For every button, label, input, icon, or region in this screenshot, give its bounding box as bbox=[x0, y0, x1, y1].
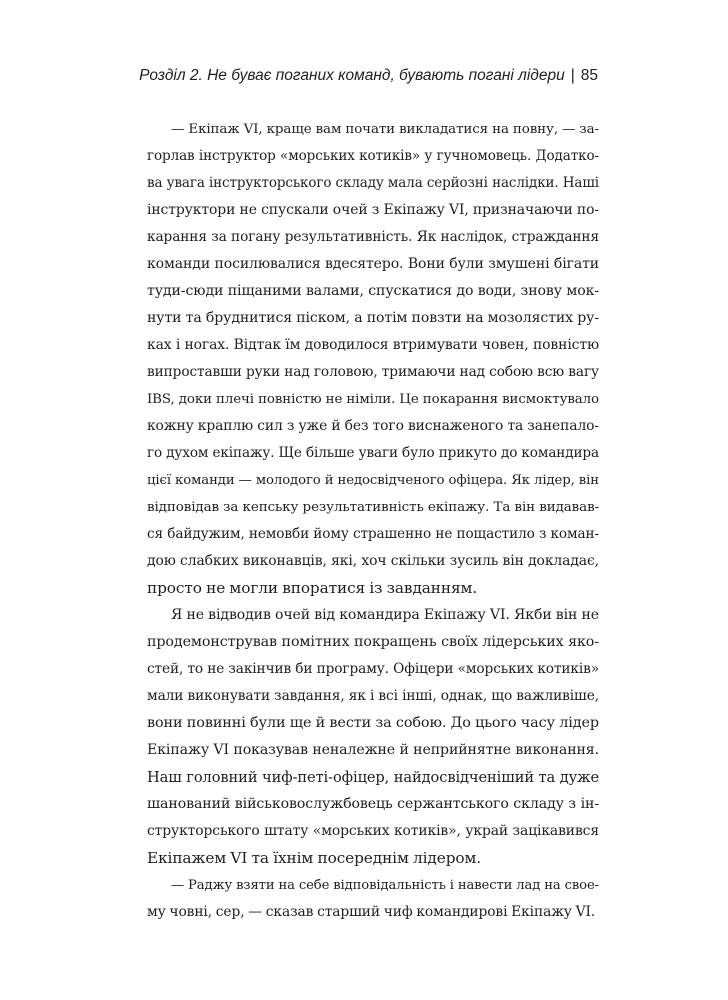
text-line: го духом екіпажу. Ще більше уваги було прикуто до командира bbox=[147, 445, 599, 461]
page-number: 85 bbox=[580, 67, 598, 84]
text-line: шанований військовослужбовець сержантського складу з ін- bbox=[147, 796, 599, 812]
text-line: Наш головний чиф-петі-офіцер, найдосвідченіший та дуже bbox=[147, 769, 599, 786]
text-line: цієї команди — молодого й недосвідченого офіцера. Як лідер, він bbox=[147, 473, 599, 488]
text-line: IBS, доки плечі повністю не німіли. Це покарання висмоктувало bbox=[147, 392, 599, 407]
text-line: ся байдужим, немовби йому страшенно не пощастило з коман- bbox=[147, 526, 599, 542]
paragraph bbox=[147, 872, 599, 926]
text-line: Екіпажем VI та їхнім посереднім лідером. bbox=[147, 849, 482, 867]
body-text bbox=[147, 116, 599, 926]
text-line: — Екіпаж VI, краще вам почати викладатися на повну, — за- bbox=[171, 122, 599, 137]
paragraph bbox=[147, 602, 599, 872]
text-line: структорського штату «морських котиків», украй зацікавився bbox=[147, 823, 599, 839]
text-line: карання за погану результативність. Як наслідок, страждання bbox=[147, 229, 599, 245]
text-line: ках і ногах. Відтак їм доводилося втримувати човен, повністю bbox=[147, 337, 599, 353]
text-line: дою слабких виконавців, які, хоч скільки зусиль він докладає, bbox=[147, 553, 599, 569]
text-line: команди посилювалися вдесятеро. Вони були змушені бігати bbox=[147, 256, 599, 272]
chapter-title: Розділ 2. Не буває поганих команд, бувають погані лідери bbox=[139, 67, 565, 84]
text-line: відповідав за кепську результативність екіпажу. Та він видавав- bbox=[147, 500, 599, 515]
text-line: ва увага інструкторського складу мала серйозні наслідки. Наші bbox=[147, 175, 599, 191]
text-line: мали виконувати завдання, як і всі інші, однак, що важливіше, bbox=[147, 688, 599, 704]
text-line: випроставши руки над головою, тримаючи над собою всю вагу bbox=[147, 364, 599, 380]
header-separator: | bbox=[570, 67, 575, 84]
text-line: горлав інструктор «морських котиків» у гучномовець. Додатко- bbox=[147, 148, 599, 164]
text-line: стей, то не закінчив би програму. Офіцери «морських котиків» bbox=[147, 661, 599, 677]
text-line: інструктори не спускали очей з Екіпажу VI, призначаючи по- bbox=[147, 202, 599, 218]
text-line: Я не відводив очей від командира Екіпажу VI. Якби він не bbox=[171, 607, 599, 623]
text-line: — Раджу взяти на себе відповідальність і навести лад на свое- bbox=[171, 878, 599, 893]
text-line: кожну краплю сил з уже й без того виснаженого та занепало- bbox=[147, 418, 599, 434]
text-line: просто не могли впоратися із завданням. bbox=[147, 579, 478, 597]
text-line: нути та бруднитися піском, а потім повзти на мозолястих ру- bbox=[147, 310, 599, 326]
text-line: туди-сюди піщаними валами, спускатися до води, знову мок- bbox=[147, 283, 599, 299]
paragraph bbox=[147, 116, 599, 602]
text-line: продемонстрував помітних покращень своїх лідерських яко- bbox=[147, 634, 599, 650]
running-header bbox=[139, 67, 598, 85]
text-line: Екіпажу VI показував неналежне й неприйнятне виконання. bbox=[147, 742, 599, 758]
text-line: му човні, сер, — сказав старший чиф командирові Екіпажу VI. bbox=[147, 904, 596, 920]
text-line: вони повинні були ще й вести за собою. До цього часу лідер bbox=[147, 715, 599, 731]
